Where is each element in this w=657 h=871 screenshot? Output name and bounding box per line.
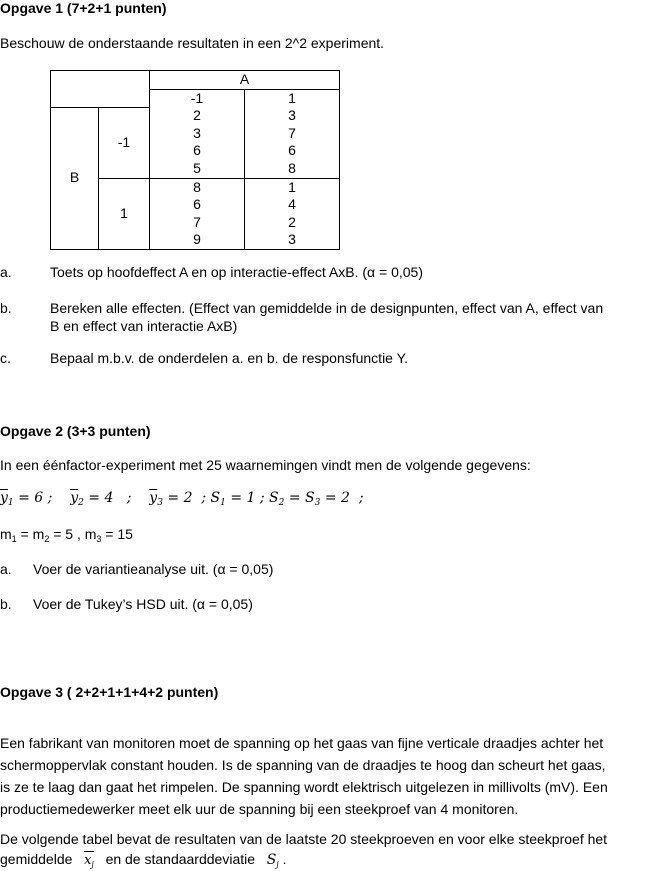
- s-symbol: $S_j$: [266, 852, 279, 869]
- a-level-pos: 1: [245, 89, 340, 107]
- item-label: c.: [0, 350, 11, 366]
- q2-intro: In een éénfactor-experiment met 25 waarnemingen vindt men de volgende gegevens:: [0, 457, 531, 473]
- q2-m-line: $m_1 = m_2 = 5$ , $m_3 = 15$: [0, 526, 133, 544]
- q1-item-a: [0, 264, 657, 280]
- a-level-neg: -1: [150, 89, 245, 107]
- q2-item-b: [0, 596, 400, 612]
- s23-value: = 2: [324, 490, 350, 506]
- q3-para2-line: De volgende tabel bevat de resultaten van de laatste 20 steekproeven en voor elke steekproef het: [0, 831, 608, 847]
- cell-b-pos-a-neg: 8 6 7 9: [150, 178, 245, 249]
- cell-b-neg-a-neg: 2 3 6 5: [150, 107, 245, 178]
- item-text: Voer de Tukey’s HSD uit. (α = 0,05): [33, 596, 253, 612]
- xbar-symbol: $x_j$: [84, 853, 94, 869]
- text-gemiddelde: gemiddelde: [0, 851, 73, 867]
- b-level-neg: -1: [99, 107, 150, 178]
- y2-value: = 4: [88, 490, 114, 506]
- b-level-pos: 1: [99, 178, 150, 249]
- y1-value: = 6: [18, 490, 44, 506]
- item-text: Bereken alle effecten. (Effect van gemiddelde in de designpunten, effect van A, effect van: [50, 300, 604, 316]
- q3-para1-line: is ze te laag dan gaat het rimpelen. De spanning wordt elektrisch uitgelezen in millivolts (mV). Een: [0, 779, 608, 795]
- item-text: Toets op hoofdeffect A en op interactie-effect AxB. (α = 0,05): [50, 264, 423, 280]
- q2-title: Opgave 2 (3+3 punten): [0, 423, 151, 439]
- item-text: Bepaal m.b.v. de onderdelen a. en b. de responsfunctie Y.: [50, 350, 409, 366]
- y3-value: = 2: [167, 490, 193, 506]
- sep: ;: [126, 490, 132, 506]
- q1-intro: Beschouw de onderstaande resultaten in een 2^2 experiment.: [0, 35, 385, 51]
- text-stddev: en de standaarddeviatie: [105, 851, 256, 867]
- s1-value: = 1: [230, 490, 256, 506]
- q1-item-c: [0, 350, 657, 366]
- item-label: b.: [0, 596, 12, 612]
- q3-para1-line: schermoppervlak constant houden. Is de spanning van de draadjes te hoog dan scheurt het gaas,: [0, 757, 606, 773]
- experiment-table: [50, 70, 340, 250]
- q1-item-b-cont: B en effect van interactie AxB): [50, 318, 238, 334]
- item-label: a.: [0, 561, 12, 577]
- m3-val: = 15: [101, 526, 133, 542]
- q3-para1-line: Een fabrikant van monitoren moet de spanning op het gaas van fijne verticale draadjes achter het: [0, 735, 604, 751]
- m1: m: [0, 526, 12, 542]
- m-eq: = m: [16, 526, 45, 542]
- q1-title: Opgave 1 (7+2+1 punten): [0, 0, 167, 16]
- sep: ;: [259, 490, 265, 506]
- q2-statistics-line: $\overline{y}_1 = 6$ ; $\overline{y}_2 = 4$ ; $\overline{y}_3 = 2$ ; $S_1 = 1$ ; $S_2 = S_3 = 2$ ;: [0, 490, 364, 508]
- q1-item-b: [0, 300, 657, 316]
- item-label: b.: [0, 300, 12, 316]
- sep: ;: [47, 490, 53, 506]
- q2-item-a: [0, 561, 400, 577]
- q3-title: Opgave 3 ( 2+2+1+1+4+2 punten): [0, 684, 219, 700]
- period: .: [282, 851, 287, 867]
- cell-b-neg-a-pos: 3 7 6 8: [245, 107, 340, 178]
- m-val: = 5 , m: [49, 526, 97, 542]
- item-label: a.: [0, 264, 12, 280]
- item-text: Voer de variantieanalyse uit. (α = 0,05): [33, 561, 274, 577]
- q3-para1-line: productiemedewerker meet elk uur de spanning bij een steekproef van 4 monitoren.: [0, 801, 519, 817]
- factor-a-header: A: [150, 71, 340, 90]
- factor-b-header: B: [51, 107, 99, 249]
- table-corner: [51, 71, 150, 108]
- q3-para2-line: [0, 851, 287, 868]
- sep: ;: [201, 490, 207, 506]
- cell-b-pos-a-pos: 1 4 2 3: [245, 178, 340, 249]
- sep: ;: [358, 490, 364, 506]
